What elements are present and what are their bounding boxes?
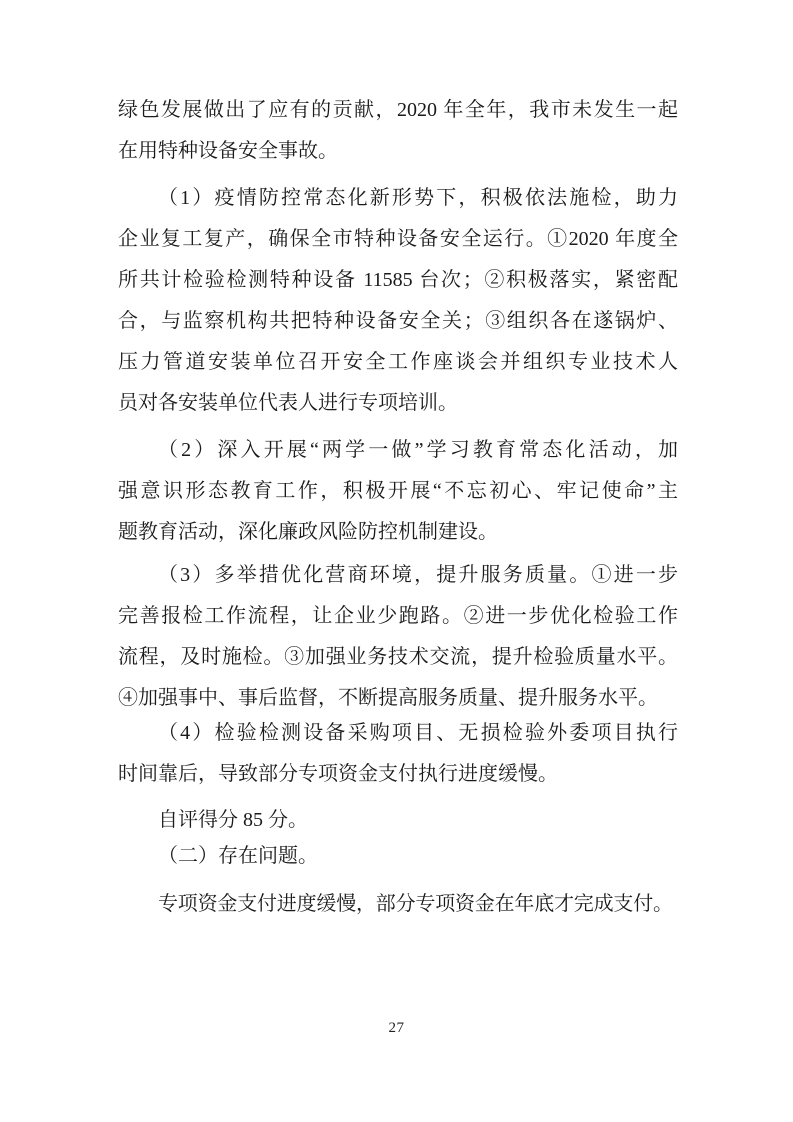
text-line: 在用特种设备安全事故。 xyxy=(118,140,338,162)
text-line: 流程，及时施检。③加强业务技术交流，提升检验质量水平。 xyxy=(118,646,678,668)
text-line: 自评得分 85 分。 xyxy=(158,809,308,831)
text-line: （1）疫情防控常态化新形势下，积极依法施检，助力 xyxy=(158,187,678,209)
text-line: （二）存在问题。 xyxy=(158,845,318,867)
paragraph-item-3 xyxy=(118,555,678,719)
text-line: 时间靠后，导致部分专项资金支付执行进度缓慢。 xyxy=(118,763,558,785)
text-line: （4）检验检测设备采购项目、无损检验外委项目执行 xyxy=(158,722,678,744)
text-line: 员对各安装单位代表人进行专项培训。 xyxy=(118,392,458,414)
page-footer xyxy=(0,1019,793,1037)
section-heading-problems xyxy=(118,838,678,874)
text-line: （3）多举措优化营商环境，提升服务质量。①进一步 xyxy=(158,564,678,586)
paragraph-item-4 xyxy=(118,713,678,795)
paragraph-item-2 xyxy=(118,430,678,553)
text-line: 绿色发展做出了应有的贡献，2020 年全年，我市未发生一起 xyxy=(118,99,678,121)
paragraph-intro-continuation xyxy=(118,90,678,172)
text-line: 企业复工复产，确保全市特种设备安全运行。①2020 年度全 xyxy=(118,228,678,250)
text-line: ④加强事中、事后监督，不断提高服务质量、提升服务水平。 xyxy=(118,687,658,709)
text-line: 合，与监察机构共把特种设备安全关；③组织各在遂锅炉、 xyxy=(118,310,678,332)
document-body xyxy=(118,90,678,925)
text-line: （2）深入开展“两学一做”学习教育常态化活动，加 xyxy=(158,439,678,461)
text-line: 压力管道安装单位召开安全工作座谈会并组织专业技术人 xyxy=(118,351,678,373)
paragraph-item-1 xyxy=(118,178,678,424)
text-line: 强意识形态教育工作，积极开展“不忘初心、牢记使命”主 xyxy=(118,480,678,502)
page-number: 27 xyxy=(388,1020,405,1036)
text-line: 完善报检工作流程，让企业少跑路。②进一步优化检验工作 xyxy=(118,605,678,627)
text-line: 题教育活动，深化廉政风险防控机制建设。 xyxy=(118,521,498,543)
self-score-line xyxy=(118,802,678,838)
text-line: 所共计检验检测特种设备 11585 台次；②积极落实，紧密配 xyxy=(118,269,678,291)
paragraph-problem-detail xyxy=(118,884,678,925)
text-line: 专项资金支付进度缓慢，部分专项资金在年底才完成支付。 xyxy=(158,893,673,915)
